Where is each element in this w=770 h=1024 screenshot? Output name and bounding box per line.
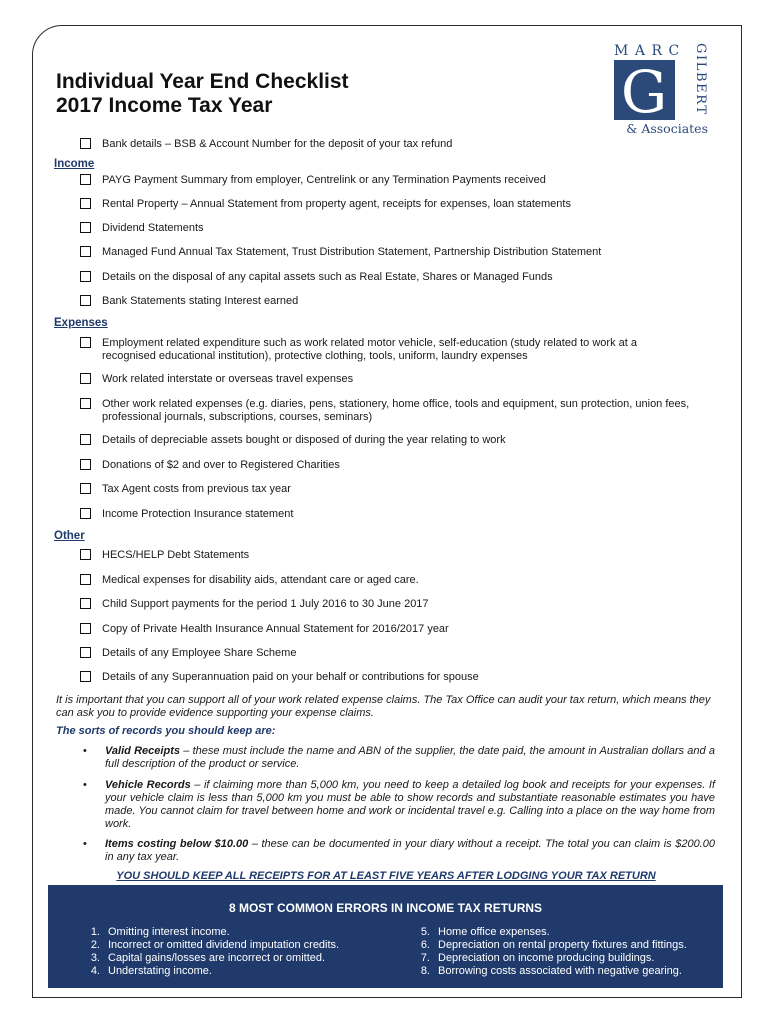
records-item-text: – these must include the name and ABN of the supplier, the date paid, the amount in Australian dollars and a full description of the product or service.: [105, 745, 716, 770]
records-item-text: – if claiming more than 5,000 km, you need to keep a detailed log book and receipts for your expenses. If your vehicle claim is less than 5,000 km you must be able to show records and substantiate reasonable estimates you have made. You cannot claim for travel between home and work or incidental travel e.g. Calling into a place on the way home from work.: [105, 779, 716, 830]
error-text: Incorrect or omitted dividend imputation credits.: [108, 939, 340, 951]
checkbox[interactable]: [80, 549, 91, 560]
checkbox[interactable]: [80, 398, 91, 409]
keep-receipts-notice: YOU SHOULD KEEP ALL RECEIPTS FOR AT LEAST FIVE YEARS AFTER LODGING YOUR TAX RETURN: [116, 870, 656, 882]
common-errors-box: [48, 885, 723, 988]
important-note: It is important that you can support all of your work related expense claims. The Tax Office can audit your tax return, which means they can ask you to provide evidence supporting your expense claims.: [56, 694, 711, 719]
error-text: Capital gains/losses are incorrect or omitted.: [108, 952, 326, 964]
error-text: Omitting interest income.: [108, 926, 230, 938]
checkbox[interactable]: [80, 623, 91, 634]
records-item: [80, 838, 715, 864]
item-text: Bank details – BSB & Account Number for the deposit of your tax refund: [102, 138, 453, 150]
error-number: 5.: [420, 926, 430, 938]
page-title: [56, 70, 349, 118]
checkbox[interactable]: [80, 574, 91, 585]
checkbox[interactable]: [80, 246, 91, 257]
common-errors-title: 8 MOST COMMON ERRORS IN INCOME TAX RETURNS: [228, 901, 543, 915]
checkbox[interactable]: [80, 483, 91, 494]
records-item-label: Items costing below $10.00: [105, 838, 249, 850]
checkbox[interactable]: [80, 598, 91, 609]
error-number: 6.: [420, 939, 430, 951]
error-item: [78, 952, 339, 965]
bullet-icon: •: [83, 838, 87, 850]
checkbox[interactable]: [80, 222, 91, 233]
logo-letter: G: [620, 58, 668, 126]
error-text: Understating income.: [108, 965, 212, 977]
logo-text-bottom: & Associates: [626, 121, 708, 136]
records-item-label: Valid Receipts: [105, 745, 180, 757]
item-text: Details of any Superannuation paid on your behalf or contributions for spouse: [102, 671, 479, 683]
error-item: [78, 939, 339, 952]
title-line-2: 2017 Income Tax Year: [56, 94, 273, 117]
marc-gilbert-logo: [612, 41, 710, 137]
error-number: 7.: [420, 952, 430, 964]
item-text: Medical expenses for disability aids, attendant care or aged care.: [102, 574, 419, 586]
error-number: 3.: [90, 952, 100, 964]
item-text: Tax Agent costs from previous tax year: [102, 483, 291, 495]
section-heading-other: Other: [54, 530, 85, 542]
item-text: PAYG Payment Summary from employer, Centrelink or any Termination Payments received: [102, 174, 546, 186]
error-number: 1.: [90, 926, 100, 938]
title-line-1: Individual Year End Checklist: [56, 70, 349, 93]
checkbox[interactable]: [80, 174, 91, 185]
item-text: Donations of $2 and over to Registered Charities: [102, 459, 340, 471]
error-text: Borrowing costs associated with negative gearing.: [438, 965, 682, 977]
item-text: Managed Fund Annual Tax Statement, Trust Distribution Statement, Partnership Distribution Statement: [102, 246, 602, 258]
records-item-text: – these can be documented in your diary without a receipt. The total you can claim is $200.00 in any tax year.: [105, 838, 715, 863]
checkbox[interactable]: [80, 647, 91, 658]
records-item: [80, 745, 715, 771]
checkbox[interactable]: [80, 434, 91, 445]
item-text: Details on the disposal of any capital assets such as Real Estate, Shares or Managed Funds: [102, 271, 553, 283]
logo-text-top: MARC: [614, 43, 686, 59]
checkbox[interactable]: [80, 198, 91, 209]
error-item: [408, 926, 687, 939]
bullet-icon: •: [83, 779, 87, 791]
records-item: [80, 779, 715, 831]
error-number: 2.: [90, 939, 100, 951]
checkbox[interactable]: [80, 337, 91, 348]
error-number: 4.: [90, 965, 100, 977]
item-text: Other work related expenses (e.g. diaries, pens, stationery, home office, tools and equipment, sun protection, union fees, professional journals, subscriptions, courses, seminars): [102, 398, 690, 423]
item-text: Work related interstate or overseas travel expenses: [102, 373, 354, 385]
error-item: [408, 965, 687, 978]
item-text: Employment related expenditure such as work related motor vehicle, self-education (study related to work at a recognised educational institution), protective clothing, tools, uniform, laundry expenses: [102, 337, 637, 362]
section-heading-income: Income: [54, 158, 95, 170]
error-text: Depreciation on income producing buildings.: [438, 952, 655, 964]
error-text: Home office expenses.: [438, 926, 550, 938]
item-text: Child Support payments for the period 1 July 2016 to 30 June 2017: [102, 598, 429, 610]
logo-text-side: GILBERT: [693, 43, 708, 116]
item-text: Bank Statements stating Interest earned: [102, 295, 299, 307]
item-text: Dividend Statements: [102, 222, 204, 234]
checkbox[interactable]: [80, 138, 91, 149]
errors-list-left: [78, 926, 339, 978]
records-heading: The sorts of records you should keep are:: [56, 725, 276, 737]
error-text: Depreciation on rental property fixtures and fittings.: [438, 939, 687, 951]
checkbox[interactable]: [80, 271, 91, 282]
error-item: [408, 939, 687, 952]
item-text: Copy of Private Health Insurance Annual Statement for 2016/2017 year: [102, 623, 449, 635]
item-text: Details of any Employee Share Scheme: [102, 647, 297, 659]
bullet-icon: •: [83, 745, 87, 757]
section-heading-expenses: Expenses: [54, 317, 108, 329]
error-item: [408, 952, 687, 965]
error-number: 8.: [420, 965, 430, 977]
item-text: Rental Property – Annual Statement from property agent, receipts for expenses, loan statements: [102, 198, 571, 210]
item-text: Details of depreciable assets bought or disposed of during the year relating to work: [102, 434, 506, 446]
item-text: HECS/HELP Debt Statements: [102, 549, 250, 561]
checkbox[interactable]: [80, 459, 91, 470]
error-item: [78, 965, 339, 978]
checkbox[interactable]: [80, 508, 91, 519]
records-item-label: Vehicle Records: [105, 779, 191, 791]
checkbox[interactable]: [80, 671, 91, 682]
checkbox[interactable]: [80, 295, 91, 306]
errors-list-right: [408, 926, 687, 978]
checkbox[interactable]: [80, 373, 91, 384]
item-text: Income Protection Insurance statement: [102, 508, 294, 520]
error-item: [78, 926, 339, 939]
